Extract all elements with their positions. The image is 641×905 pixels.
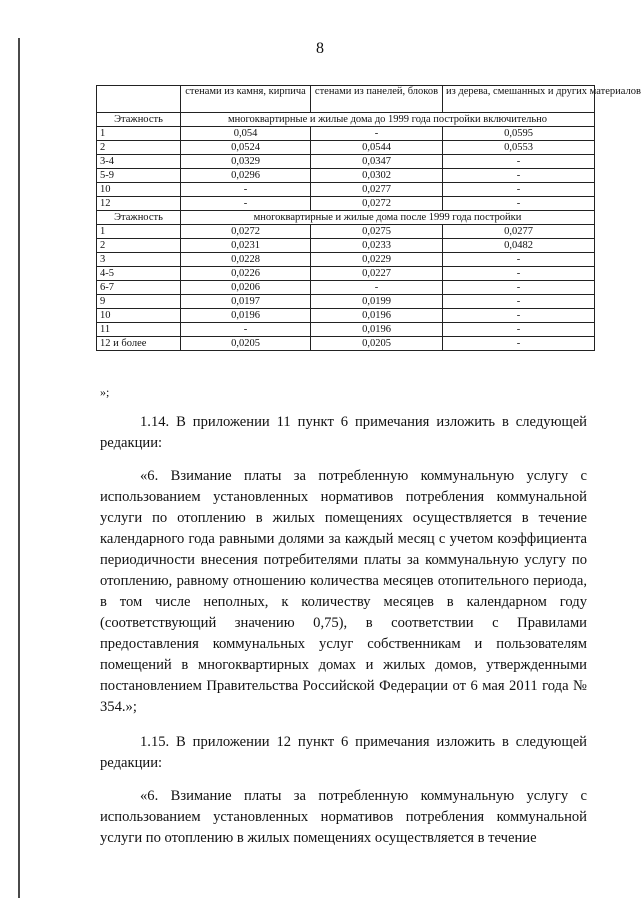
floors-cell: 1 <box>97 225 181 239</box>
floors-cell: 5-9 <box>97 169 181 183</box>
value-cell: - <box>443 267 595 281</box>
floors-cell: 10 <box>97 183 181 197</box>
table-row <box>97 127 595 141</box>
floors-cell: 12 и более <box>97 337 181 351</box>
value-cell: 0,0228 <box>181 253 311 267</box>
value-cell: - <box>181 323 311 337</box>
table-row <box>97 239 595 253</box>
value-cell: 0,0233 <box>311 239 443 253</box>
value-cell: 0,0205 <box>181 337 311 351</box>
norms-table-body <box>97 86 641 351</box>
value-cell: 0,0196 <box>181 309 311 323</box>
value-cell: 0,0197 <box>181 295 311 309</box>
value-cell: 0,0275 <box>311 225 443 239</box>
scan-edge-line <box>18 38 20 898</box>
value-cell: 0,0329 <box>181 155 311 169</box>
section-label-cell: Этажность <box>97 113 181 127</box>
floors-cell: 1 <box>97 127 181 141</box>
table-row <box>97 183 595 197</box>
value-cell: - <box>443 155 595 169</box>
value-cell: 0,0302 <box>311 169 443 183</box>
floors-cell: 2 <box>97 141 181 155</box>
table-row <box>97 141 595 155</box>
header-cell: из дерева, смешанных и других материалов <box>443 86 595 113</box>
value-cell: - <box>443 309 595 323</box>
value-cell: 0,0205 <box>311 337 443 351</box>
header-cell: стенами из панелей, блоков <box>311 86 443 113</box>
value-cell: - <box>443 281 595 295</box>
table-row <box>97 197 595 211</box>
value-cell: 0,0196 <box>311 323 443 337</box>
value-cell: - <box>181 197 311 211</box>
floors-cell: 12 <box>97 197 181 211</box>
floors-cell: 4-5 <box>97 267 181 281</box>
value-cell: - <box>181 183 311 197</box>
value-cell: - <box>443 169 595 183</box>
value-cell: - <box>443 337 595 351</box>
floors-cell: 10 <box>97 309 181 323</box>
table-row <box>97 337 595 351</box>
section-header-row <box>97 113 595 127</box>
floors-cell: 3-4 <box>97 155 181 169</box>
table-row <box>97 281 595 295</box>
section-header-row <box>97 211 595 225</box>
paragraph-1-15: 1.15. В приложении 12 пункт 6 примечания изложить в следующей редакции: <box>100 734 587 771</box>
header-cell: стенами из камня, кирпича <box>181 86 311 113</box>
floors-cell: 3 <box>97 253 181 267</box>
value-cell: - <box>311 127 443 141</box>
value-cell: 0,0296 <box>181 169 311 183</box>
value-cell: 0,0206 <box>181 281 311 295</box>
paragraph-note-6-app-12: «6. Взимание платы за потребленную коммунальную услугу с использованием установленных нормативов потребления коммунальной услуги по отоплению в жилых помещениях осуществляется в течение <box>100 788 587 846</box>
value-cell: - <box>443 323 595 337</box>
table-row <box>97 267 595 281</box>
table-row <box>97 323 595 337</box>
value-cell: 0,0544 <box>311 141 443 155</box>
value-cell: - <box>443 253 595 267</box>
section-title-cell: многоквартирные и жилые дома после 1999 года постройки <box>181 211 595 225</box>
table-closing-quote: »; <box>100 385 110 399</box>
value-cell: 0,0272 <box>181 225 311 239</box>
value-cell: 0,0231 <box>181 239 311 253</box>
value-cell: 0,0277 <box>311 183 443 197</box>
table-row <box>97 155 595 169</box>
value-cell: 0,054 <box>181 127 311 141</box>
floors-cell: 11 <box>97 323 181 337</box>
section-label-cell: Этажность <box>97 211 181 225</box>
floors-cell: 9 <box>97 295 181 309</box>
value-cell: 0,0347 <box>311 155 443 169</box>
value-cell: - <box>443 295 595 309</box>
table-row <box>97 169 595 183</box>
value-cell: 0,0595 <box>443 127 595 141</box>
value-cell: 0,0226 <box>181 267 311 281</box>
value-cell: - <box>311 281 443 295</box>
table-header-row <box>97 86 595 113</box>
table-row <box>97 309 595 323</box>
value-cell: 0,0196 <box>311 309 443 323</box>
value-cell: - <box>443 197 595 211</box>
header-cell <box>97 86 181 113</box>
value-cell: 0,0227 <box>311 267 443 281</box>
norms-table <box>96 85 641 351</box>
table-row <box>97 225 595 239</box>
value-cell: 0,0229 <box>311 253 443 267</box>
value-cell: 0,0272 <box>311 197 443 211</box>
table-row <box>97 253 595 267</box>
paragraph-note-6-app-11: «6. Взимание платы за потребленную коммунальную услугу с использованием установленных нормативов потребления коммунальной услуги по отоплению в жилых помещениях осуществляется в течение календарного года равными долями за каждый месяц с учетом коэффициента периодичности внесения потребителями платы за коммунальную услугу по отоплению, равному отношению количества месяцев отопительного периода, в том числе неполных, к количеству месяцев в календарном году (соответствующий значению 0,75), в соответствии с Правилами предоставления коммунальных услуг собственникам и пользователям помещений в многоквартирных домах и жилых домов, утвержденными постановлением Правительства Российской Федерации от 6 мая 2011 года № 354.»; <box>100 468 587 715</box>
floors-cell: 2 <box>97 239 181 253</box>
value-cell: - <box>443 183 595 197</box>
floors-cell: 6-7 <box>97 281 181 295</box>
value-cell: 0,0553 <box>443 141 595 155</box>
page-number: 8 <box>316 40 324 57</box>
paragraph-1-14: 1.14. В приложении 11 пункт 6 примечания изложить в следующей редакции: <box>100 414 587 451</box>
table-row <box>97 295 595 309</box>
value-cell: 0,0524 <box>181 141 311 155</box>
value-cell: 0,0199 <box>311 295 443 309</box>
value-cell: 0,0277 <box>443 225 595 239</box>
value-cell: 0,0482 <box>443 239 595 253</box>
section-title-cell: многоквартирные и жилые дома до 1999 года постройки включительно <box>181 113 595 127</box>
